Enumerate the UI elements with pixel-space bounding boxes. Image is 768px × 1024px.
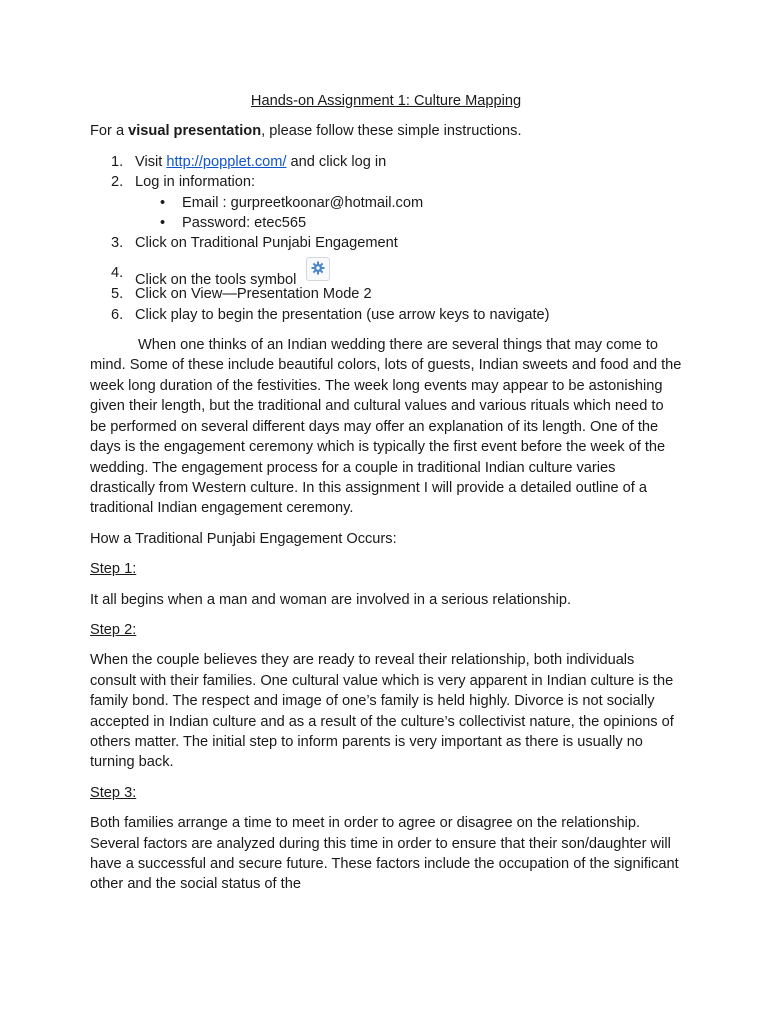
- intro-suffix: , please follow these simple instructions.: [261, 123, 522, 140]
- instruction-item: [90, 233, 682, 253]
- item-number: 6.: [111, 306, 124, 323]
- instruction-item: [90, 152, 682, 172]
- step-1-heading: Step 1:: [90, 561, 137, 578]
- instruction-item: [90, 284, 682, 304]
- intro-paragraph: When one thinks of an Indian wedding there are several things that may come to mind. Some of these include beautiful colors, lots of guests, Indian sweets and food and the week long duration of the festivities. The week long events may appear to be astonishing given their length, but the traditional and cultural values and various rituals which need to be performed on several different days may offer an explanation of its length. One of the days is the engagement ceremony which is typically the first event before the week of the wedding. The engagement process for a couple in traditional Indian culture varies drastically from Western culture. In this assignment I will provide a detailed outline of a traditional Indian engagement ceremony.: [90, 337, 682, 517]
- step-3-heading: Step 3:: [90, 784, 137, 801]
- section-heading: How a Traditional Punjabi Engagement Occurs:: [90, 530, 397, 547]
- bullet: •: [160, 194, 166, 211]
- item-number: 1.: [111, 153, 124, 170]
- item-number: 5.: [111, 286, 124, 303]
- step-2-paragraph: When the couple believes they are ready to reveal their relationship, both individuals consult with their families. One cultural value which is very apparent in Indian culture is the family bond. The respect and image of one’s family is held highly. Divorce is not socially accepted in Indian culture and as a result of the culture’s collectivist nature, the opinions of others matter. The initial step to inform parents is very important as there is usually no turning back.: [90, 652, 674, 771]
- document-title: Hands-on Assignment 1: Culture Mapping: [250, 93, 522, 109]
- item-number: 2.: [111, 174, 124, 191]
- step-3-paragraph: Both families arrange a time to meet in order to agree or disagree on the relationship. Several factors are analyzed during this time in order to ensure that their son/daughter will have a successful and secure future. These factors include the occupation of the significant other and the social status of the: [90, 815, 679, 893]
- item-text-before: Visit: [135, 153, 167, 170]
- password-text: Password: etec565: [182, 215, 307, 232]
- intro-line: [90, 121, 682, 141]
- item-text: Log in information:: [135, 174, 256, 191]
- intro-prefix: For a: [90, 123, 129, 140]
- item-number: 4.: [111, 264, 124, 281]
- email-text: Email : gurpreetkoonar@hotmail.com: [182, 194, 424, 211]
- login-item: [90, 213, 682, 233]
- bullet: •: [160, 215, 166, 232]
- gear-icon: [306, 257, 330, 281]
- instruction-list: [90, 152, 682, 193]
- item-number: 3.: [111, 235, 124, 252]
- login-item: [90, 193, 682, 213]
- popplet-link[interactable]: http://popplet.com/: [166, 153, 287, 170]
- item-text: Click on View—Presentation Mode 2: [135, 286, 372, 303]
- instruction-item: [90, 172, 682, 192]
- step-2-heading: Step 2:: [90, 621, 137, 638]
- login-info-list: [90, 193, 682, 234]
- instruction-item: [90, 305, 682, 325]
- instruction-list-continued: [90, 233, 682, 325]
- step-1-paragraph: It all begins when a man and woman are involved in a serious relationship.: [90, 591, 572, 608]
- item-text: Click on the tools symbol: [135, 271, 297, 288]
- item-text: Click on Traditional Punjabi Engagement: [135, 235, 398, 252]
- item-text-after: and click log in: [286, 153, 387, 170]
- document-body: [90, 91, 682, 895]
- item-text: Click play to begin the presentation (use arrow keys to navigate): [135, 306, 550, 323]
- intro-bold: visual presentation: [128, 123, 262, 140]
